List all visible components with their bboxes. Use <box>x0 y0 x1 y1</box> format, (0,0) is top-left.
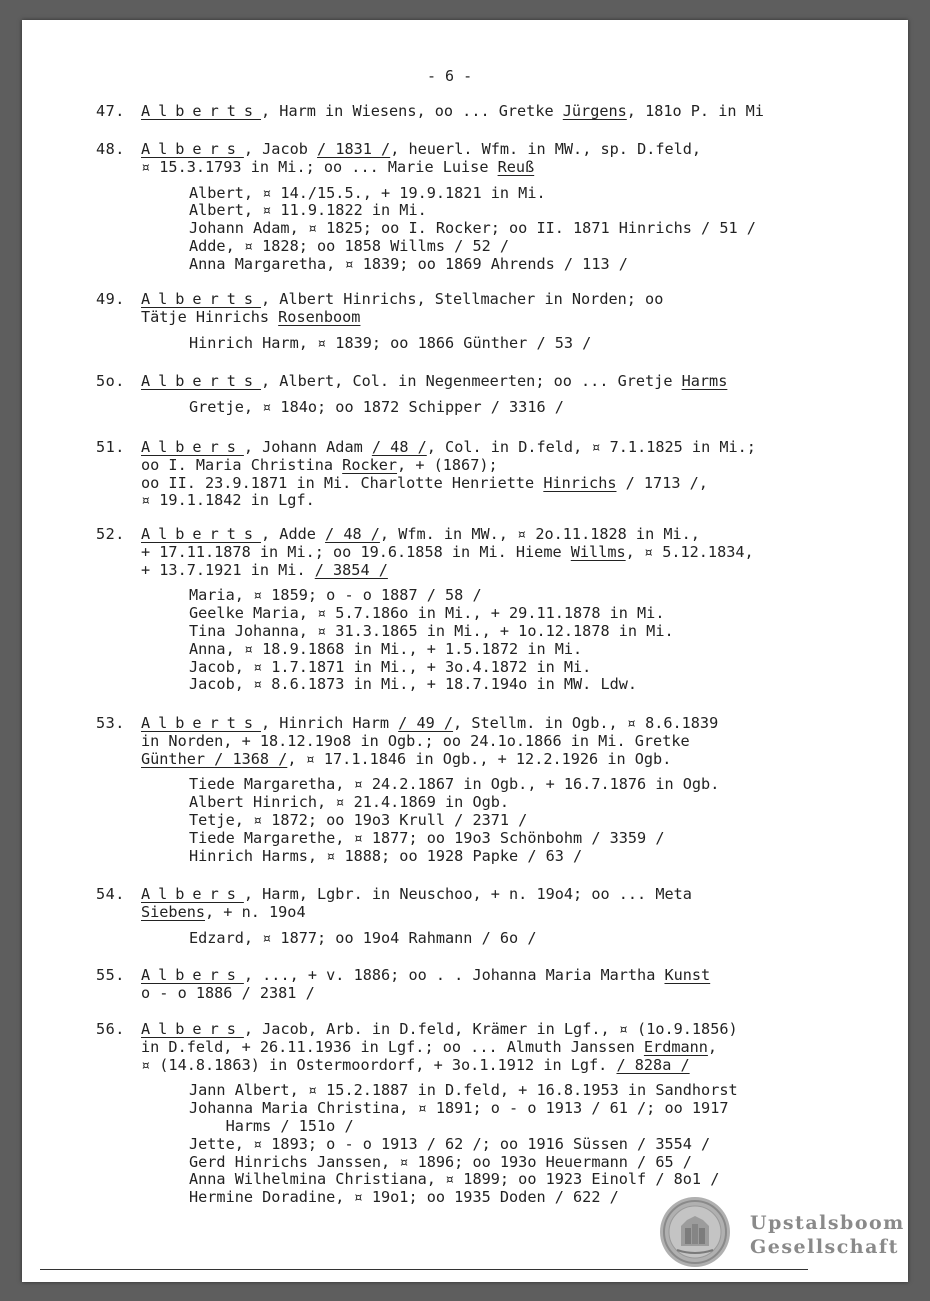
child-entry: Maria, ¤ 1859; o - o 1887 / 58 / <box>189 586 482 605</box>
family-surname: Alberts <box>141 714 262 732</box>
children-list <box>96 185 756 274</box>
child-entry: Tiede Margaretha, ¤ 24.2.1867 in Ogb., + 16.7.1876 in Ogb. <box>189 775 720 794</box>
entry-number: 48. <box>96 140 125 158</box>
entry-text: , heuerl. Wfm. in MW., sp. D.feld, <box>390 140 702 158</box>
entry-text: , Hinrich Harm <box>261 714 399 732</box>
entry-text: oo I. Maria Christina <box>141 455 343 474</box>
linked-name: Harms <box>681 372 728 390</box>
entry-number: 5o. <box>96 372 125 390</box>
entry-number: 55. <box>96 966 125 984</box>
entry-text: , Johann Adam <box>243 438 372 456</box>
family-surname: Albers <box>141 438 244 456</box>
document-page <box>22 20 908 1282</box>
entry-text: / 1713 /, <box>616 473 708 492</box>
child-entry: Tiede Margarethe, ¤ 1877; oo 19o3 Schönbohm / 3359 / <box>189 828 665 847</box>
child-entry: Anna Wilhelmina Christiana, ¤ 1899; oo 1923 Einolf / 8o1 / <box>189 1170 720 1189</box>
child-entry: Jacob, ¤ 1.7.1871 in Mi., + 3o.4.1872 in Mi. <box>189 657 592 676</box>
children-list <box>96 776 719 865</box>
family-surname: Alberts <box>141 290 262 308</box>
entry-text: , Harm, Lgbr. in Neuschoo, + n. 19o4; oo ... Meta <box>243 885 692 903</box>
child-entry: Tina Johanna, ¤ 31.3.1865 in Mi., + 1o.12.1878 in Mi. <box>189 621 674 640</box>
family-surname: Albers <box>141 1020 244 1038</box>
entry-number: 49. <box>96 290 125 308</box>
entry-text: , Adde <box>261 525 326 543</box>
entry-text: , ..., + v. 1886; oo . . Johanna Maria Martha <box>243 966 665 984</box>
child-entry: Gretje, ¤ 184o; oo 1872 Schipper / 3316 / <box>189 397 564 416</box>
entry-line <box>96 526 754 544</box>
entry-text: , 181o P. in Mi <box>626 102 764 120</box>
entry-number: 54. <box>96 885 125 903</box>
linked-name: Rocker <box>342 455 398 474</box>
entry-line <box>96 309 663 327</box>
footer-rule <box>40 1269 808 1270</box>
child-entry: Anna, ¤ 18.9.1868 in Mi., + 1.5.1872 in Mi. <box>189 639 583 658</box>
family-surname: Albers <box>141 885 244 903</box>
linked-name: Willms <box>570 542 626 561</box>
child-entry: Johann Adam, ¤ 1825; oo I. Rocker; oo II. 1871 Hinrichs / 51 / <box>189 219 756 238</box>
linked-name: Jürgens <box>562 102 627 120</box>
entry-line <box>96 291 663 309</box>
entry-55 <box>96 967 710 1003</box>
entry-text: , Jacob, Arb. in D.feld, Krämer in Lgf., ¤ (1o.9.1856) <box>243 1020 738 1038</box>
child-entry: Jette, ¤ 1893; o - o 1913 / 62 /; oo 1916 Süssen / 3554 / <box>189 1134 711 1153</box>
entry-56 <box>96 1021 738 1207</box>
entry-52 <box>96 526 754 694</box>
family-surname: Albers <box>141 140 244 158</box>
entry-49 <box>96 291 663 352</box>
child-entry: Geelke Maria, ¤ 5.7.186o in Mi., + 29.11.1878 in Mi. <box>189 604 665 623</box>
entry-51 <box>96 439 756 510</box>
children-list <box>96 335 663 353</box>
entry-47 <box>96 103 764 121</box>
entry-text: oo II. 23.9.1871 in Mi. Charlotte Henriette <box>141 473 544 492</box>
entry-line <box>96 373 727 391</box>
entry-text: , ¤ 5.12.1834, <box>625 542 754 561</box>
child-entry: Hinrich Harms, ¤ 1888; oo 1928 Papke / 63 / <box>189 846 583 865</box>
entry-text: , Albert, Col. in Negenmeerten; oo ... Gretje <box>261 372 682 390</box>
linked-name: Kunst <box>664 966 711 984</box>
entry-number: 51. <box>96 438 125 456</box>
page-number: - 6 - <box>427 67 473 85</box>
linked-name: / 49 / <box>398 714 454 732</box>
entry-text: , Stellm. in Ogb., ¤ 8.6.1839 <box>453 714 719 732</box>
society-seal-icon <box>659 1196 731 1268</box>
family-surname: Albers <box>141 966 244 984</box>
entry-number: 53. <box>96 714 125 732</box>
linked-name: / 3854 / <box>314 560 388 579</box>
child-entry: Hinrich Harm, ¤ 1839; oo 1866 Günther / 53 / <box>189 333 592 352</box>
entry-line <box>96 715 719 733</box>
entry-line <box>96 475 756 493</box>
children-list <box>96 930 692 948</box>
linked-name: / 1831 / <box>317 140 391 158</box>
entry-number: 47. <box>96 102 125 120</box>
entry-54 <box>96 886 692 947</box>
child-entry: Albert, ¤ 11.9.1822 in Mi. <box>189 201 427 220</box>
brand-line-2: Gesellschaft <box>750 1236 899 1258</box>
entry-line <box>96 457 756 475</box>
linked-name: / 48 / <box>371 438 427 456</box>
entry-text: , Wfm. in MW., ¤ 2o.11.1828 in Mi., <box>379 525 700 543</box>
entry-line <box>96 751 719 769</box>
entry-text: , Harm in Wiesens, oo ... Gretke <box>261 102 563 120</box>
linked-name: / 828a / <box>616 1055 690 1074</box>
family-surname: Alberts <box>141 102 262 120</box>
children-list <box>96 399 727 417</box>
entry-line <box>96 159 756 177</box>
child-entry: Hermine Doradine, ¤ 19o1; oo 1935 Doden / 622 / <box>189 1188 619 1207</box>
entry-line <box>96 904 692 922</box>
child-entry: Adde, ¤ 1828; oo 1858 Willms / 52 / <box>189 236 510 255</box>
entry-line <box>96 544 754 562</box>
entry-text: , <box>707 1037 718 1056</box>
entry-text: + 17.11.1878 in Mi.; oo 19.6.1858 in Mi. Hieme <box>141 542 571 561</box>
entry-text: + 13.7.1921 in Mi. <box>141 560 315 579</box>
entry-line <box>96 439 756 457</box>
entry-48 <box>96 141 756 274</box>
children-list <box>96 1082 738 1207</box>
entry-line <box>96 1021 738 1039</box>
linked-name: Erdmann <box>643 1037 708 1056</box>
entry-text: , Col. in D.feld, ¤ 7.1.1825 in Mi.; <box>426 438 756 456</box>
entry-text: ¤ (14.8.1863) in Ostermoordorf, + 3o.1.1912 in Lgf. <box>141 1055 617 1074</box>
entry-line <box>96 562 754 580</box>
entry-text: ¤ 19.1.1842 in Lgf. <box>141 491 315 510</box>
child-entry: Jann Albert, ¤ 15.2.1887 in D.feld, + 16.8.1953 in Sandhorst <box>189 1081 738 1100</box>
entry-text: , Albert Hinrichs, Stellmacher in Norden; oo <box>261 290 664 308</box>
child-entry: Edzard, ¤ 1877; oo 19o4 Rahmann / 6o / <box>189 928 537 947</box>
child-entry: Harms / 151o / <box>189 1116 354 1135</box>
child-entry: Albert Hinrich, ¤ 21.4.1869 in Ogb. <box>189 793 510 812</box>
entry-line <box>96 1039 738 1057</box>
linked-name: Günther <box>141 749 206 768</box>
entry-text: , + (1867); <box>397 455 498 474</box>
children-list <box>96 587 754 694</box>
entry-number: 52. <box>96 525 125 543</box>
linked-name: / 1368 / <box>205 749 288 768</box>
entry-text: o - o 1886 / 2381 / <box>141 983 315 1002</box>
child-entry: Anna Margaretha, ¤ 1839; oo 1869 Ahrends / 113 / <box>189 254 628 273</box>
entry-text: , Jacob <box>243 140 318 158</box>
entry-text: in Norden, + 18.12.19o8 in Ogb.; oo 24.1o.1866 in Mi. Gretke <box>141 731 690 750</box>
child-entry: Johanna Maria Christina, ¤ 1891; o - o 1913 / 61 /; oo 1917 <box>189 1099 729 1118</box>
linked-name: Hinrichs <box>543 473 617 492</box>
entry-text: ¤ 15.3.1793 in Mi.; oo ... Marie Luise <box>141 157 498 176</box>
linked-name: Siebens <box>141 902 206 921</box>
entry-number: 56. <box>96 1020 125 1038</box>
child-entry: Gerd Hinrichs Janssen, ¤ 1896; oo 193o Heuermann / 65 / <box>189 1152 692 1171</box>
entry-line <box>96 492 756 510</box>
entry-53 <box>96 715 719 865</box>
entry-line <box>96 985 710 1003</box>
society-branding <box>750 1211 905 1259</box>
child-entry: Albert, ¤ 14./15.5., + 19.9.1821 in Mi. <box>189 183 546 202</box>
family-surname: Alberts <box>141 372 262 390</box>
entry-line <box>96 141 756 159</box>
entry-line <box>96 967 710 985</box>
child-entry: Tetje, ¤ 1872; oo 19o3 Krull / 2371 / <box>189 810 528 829</box>
entry-line <box>96 1057 738 1075</box>
family-surname: Alberts <box>141 525 262 543</box>
brand-line-1: Upstalsboom <box>750 1212 905 1234</box>
entry-text: , + n. 19o4 <box>205 902 306 921</box>
entry-line <box>96 733 719 751</box>
linked-name: / 48 / <box>325 525 380 543</box>
entry-line <box>96 103 764 121</box>
entry-text: , ¤ 17.1.1846 in Ogb., + 12.2.1926 in Ogb. <box>287 749 672 768</box>
entry-line <box>96 886 692 904</box>
entry-text: Tätje Hinrichs <box>141 307 279 326</box>
linked-name: Rosenboom <box>278 307 361 326</box>
linked-name: Reuß <box>497 157 535 176</box>
child-entry: Jacob, ¤ 8.6.1873 in Mi., + 18.7.194o in MW. Ldw. <box>189 675 638 694</box>
entry-5o <box>96 373 727 417</box>
entry-text: in D.feld, + 26.11.1936 in Lgf.; oo ... Almuth Janssen <box>141 1037 644 1056</box>
